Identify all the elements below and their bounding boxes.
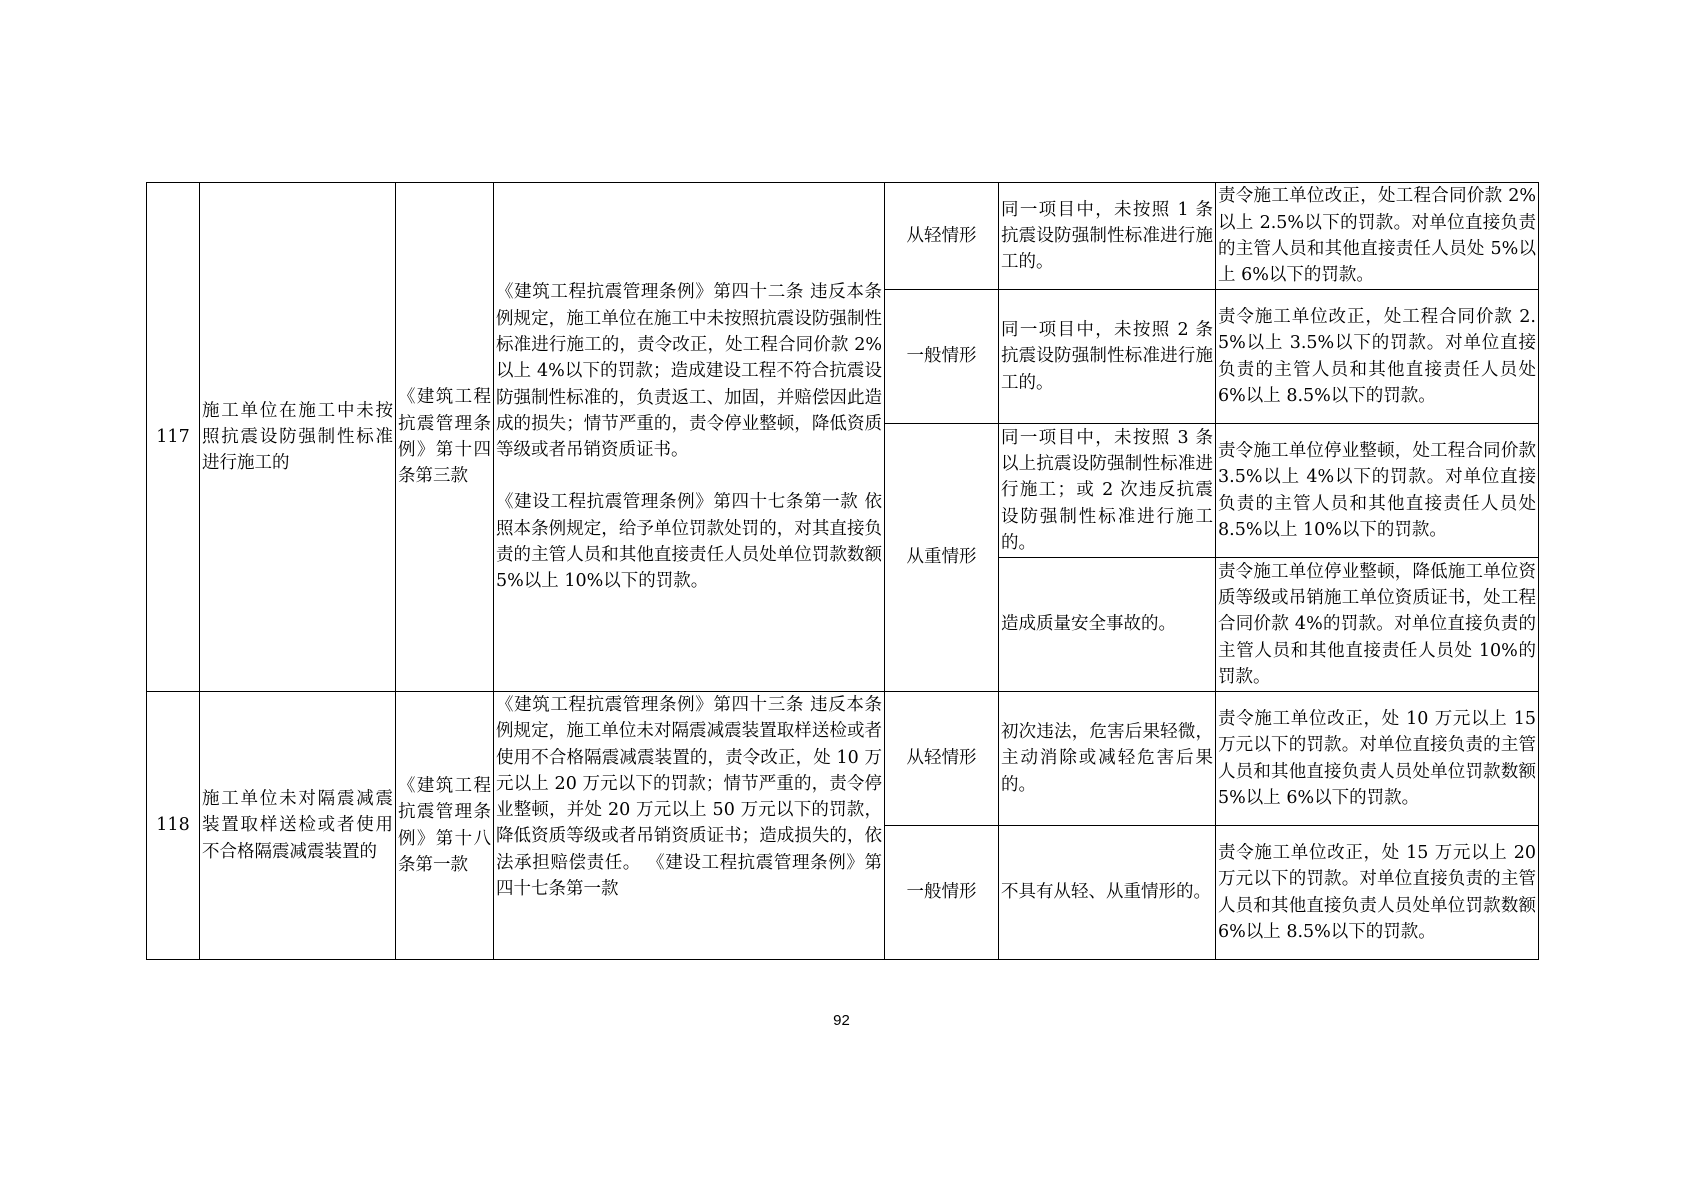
legal-basis: 《建筑工程抗震管理条例》第十四条第三款: [396, 183, 494, 692]
circumstance: 初次违法，危害后果轻微，主动消除或减轻危害后果的。: [999, 692, 1216, 826]
table-row: [147, 183, 1539, 290]
violation-behavior: 施工单位在施工中未按照抗震设防强制性标准进行施工的: [200, 183, 396, 692]
discretion-level: 从轻情形: [885, 692, 999, 826]
provision-paragraph: 《建筑工程抗震管理条例》第四十二条 违反本条例规定，施工单位在施工中未按照抗震设防强制性标准进行施工的，责令改正，处工程合同价款 2%以上 4%以下的罚款；造成建设工程不符合抗震设防强制性标准的，负责返工、加固，并赔偿因此造成的损失；情节严重的，责令停业整顿，降低资质等级或者吊销资质证书。: [496, 282, 882, 461]
circumstance: 造成质量安全事故的。: [999, 558, 1216, 692]
discretion-level: 从轻情形: [885, 183, 999, 290]
discretion-level: 从重情形: [885, 424, 999, 692]
item-number: 117: [147, 183, 200, 692]
penalty-standard: 责令施工单位改正，处 15 万元以上 20 万元以下的罚款。对单位直接负责的主管人员和其他直接负责人员处单位罚款数额 6%以上 8.5%以下的罚款。: [1216, 826, 1539, 960]
circumstance: 同一项目中，未按照 3 条以上抗震设防强制性标准进行施工；或 2 次违反抗震设防强制性标准进行施工的。: [999, 424, 1216, 558]
violation-behavior: 施工单位未对隔震减震装置取样送检或者使用不合格隔震减震装置的: [200, 692, 396, 960]
penalty-standard: 责令施工单位停业整顿，降低施工单位资质等级或吊销施工单位资质证书，处工程合同价款 4%的罚款。对单位直接负责的主管人员和其他直接责任人员处 10%的罚款。: [1216, 558, 1539, 692]
discretion-level: 一般情形: [885, 826, 999, 960]
circumstance: 同一项目中，未按照 1 条抗震设防强制性标准进行施工的。: [999, 183, 1216, 290]
item-number: 118: [147, 692, 200, 960]
penalty-standard: 责令施工单位停业整顿，处工程合同价款 3.5%以上 4%以下的罚款。对单位直接负责的主管人员和其他直接责任人员处 8.5%以上 10%以下的罚款。: [1216, 424, 1539, 558]
penalty-standard: 责令施工单位改正，处 10 万元以上 15 万元以下的罚款。对单位直接负责的主管人员和其他直接负责人员处单位罚款数额 5%以上 6%以下的罚款。: [1216, 692, 1539, 826]
table-row: [147, 692, 1539, 826]
discretion-level: 一般情形: [885, 290, 999, 424]
provision-paragraph: 《建设工程抗震管理条例》第四十七条第一款 依照本条例规定，给予单位罚款处罚的，对其直接负责的主管人员和其他直接责任人员处单位罚款数额 5%以上 10%以下的罚款。: [496, 492, 882, 592]
penalty-standard: 责令施工单位改正，处工程合同价款 2%以上 2.5%以下的罚款。对单位直接负责的主管人员和其他直接责任人员处 5%以上 6%以下的罚款。: [1216, 183, 1539, 290]
legal-basis: 《建筑工程抗震管理条例》第十八条第一款: [396, 692, 494, 960]
penalty-provision: [494, 183, 885, 692]
provision-paragraph: 《建筑工程抗震管理条例》第四十三条 违反本条例规定，施工单位未对隔震减震装置取样送检或者使用不合格隔震减震装置的，责令改正，处 10 万元以上 20 万元以下的罚款；情节严重的，责令停业整顿，并处 20 万元以上 50 万元以下的罚款，降低资质等级或者吊销资质证书；造成损失的，依法承担赔偿责任。 《建设工程抗震管理条例》第四十七条第一款: [496, 695, 882, 900]
penalty-standard-table: [146, 182, 1539, 960]
penalty-standard: 责令施工单位改正，处工程合同价款 2.5%以上 3.5%以下的罚款。对单位直接负责的主管人员和其他直接责任人员处 6%以上 8.5%以下的罚款。: [1216, 290, 1539, 424]
circumstance: 不具有从轻、从重情形的。: [999, 826, 1216, 960]
penalty-provision: [494, 692, 885, 960]
circumstance: 同一项目中，未按照 2 条抗震设防强制性标准进行施工的。: [999, 290, 1216, 424]
page-number: 92: [833, 1012, 850, 1029]
